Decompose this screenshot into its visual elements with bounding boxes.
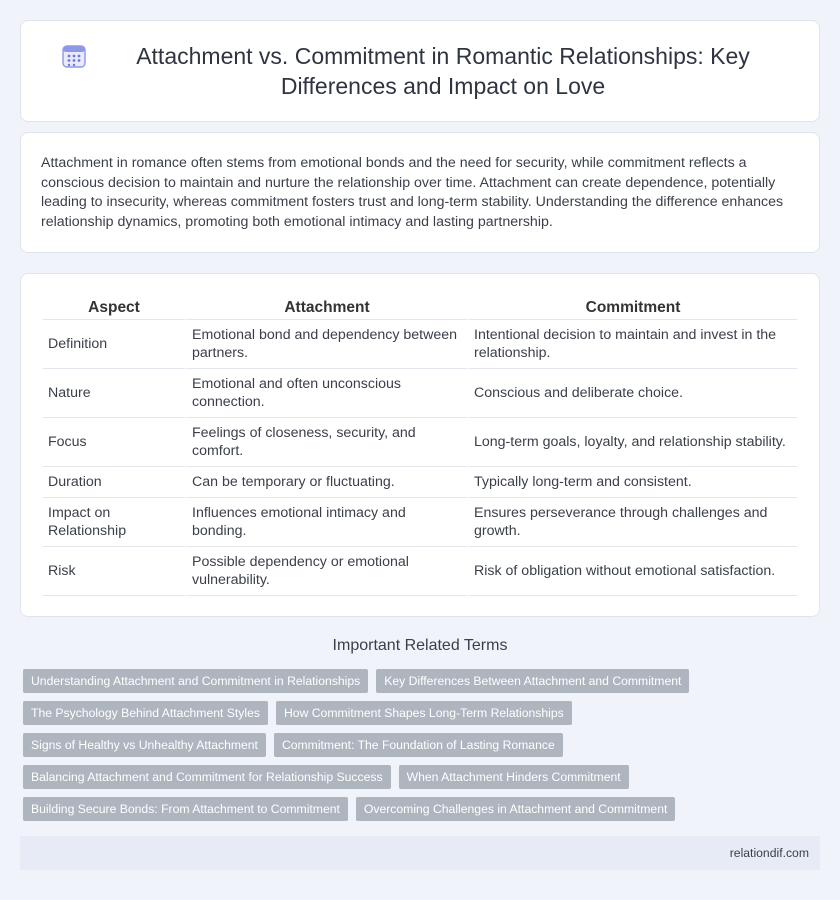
cell-attachment: Can be temporary or fluctuating. <box>185 467 467 498</box>
calendar-icon <box>61 43 87 69</box>
cell-commitment: Conscious and deliberate choice. <box>467 369 797 418</box>
related-tag[interactable]: How Commitment Shapes Long-Term Relationships <box>276 701 572 725</box>
title-card <box>20 20 820 122</box>
cell-aspect: Duration <box>43 467 185 498</box>
related-tag[interactable]: Key Differences Between Attachment and Commitment <box>376 669 689 693</box>
cell-commitment: Intentional decision to maintain and invest in the relationship. <box>467 320 797 369</box>
cell-aspect: Impact on Relationship <box>43 498 185 547</box>
table-row <box>43 369 797 418</box>
cell-aspect: Definition <box>43 320 185 369</box>
related-terms-section <box>20 637 820 829</box>
comparison-table <box>43 294 797 596</box>
cell-attachment: Emotional and often unconscious connection. <box>185 369 467 418</box>
cell-attachment: Possible dependency or emotional vulnerability. <box>185 547 467 596</box>
related-tag[interactable]: Balancing Attachment and Commitment for Relationship Success <box>23 765 391 789</box>
table-header-row <box>43 294 797 320</box>
related-terms-heading: Important Related Terms <box>332 637 508 654</box>
cell-attachment: Feelings of closeness, security, and comfort. <box>185 418 467 467</box>
cell-aspect: Focus <box>43 418 185 467</box>
related-tag[interactable]: Commitment: The Foundation of Lasting Romance <box>274 733 563 757</box>
cell-commitment: Typically long-term and consistent. <box>467 467 797 498</box>
cell-attachment: Emotional bond and dependency between partners. <box>185 320 467 369</box>
related-tag[interactable]: Signs of Healthy vs Unhealthy Attachment <box>23 733 266 757</box>
table-row <box>43 320 797 369</box>
related-tag[interactable]: The Psychology Behind Attachment Styles <box>23 701 268 725</box>
table-row <box>43 547 797 596</box>
cell-commitment: Ensures perseverance through challenges and growth. <box>467 498 797 547</box>
cell-attachment: Influences emotional intimacy and bonding. <box>185 498 467 547</box>
related-tag[interactable]: Building Secure Bonds: From Attachment to Commitment <box>23 797 348 821</box>
header-commitment: Commitment <box>467 294 797 320</box>
footer <box>20 836 820 870</box>
footer-site-link[interactable]: relationdif.com <box>729 846 809 860</box>
page-title: Attachment vs. Commitment in Romantic Relationships: Key Differences and Impact on Love <box>136 43 750 99</box>
related-tags <box>20 669 820 829</box>
header-aspect: Aspect <box>43 294 185 320</box>
cell-commitment: Long-term goals, loyalty, and relationship stability. <box>467 418 797 467</box>
cell-commitment: Risk of obligation without emotional satisfaction. <box>467 547 797 596</box>
cell-aspect: Risk <box>43 547 185 596</box>
comparison-card <box>20 273 820 617</box>
intro-paragraph: Attachment in romance often stems from emotional bonds and the need for security, while commitment reflects a conscious decision to maintain and nurture the relationship over time. Attachment can create dependence, potentially leading to insecurity, whereas commitment fosters trust and long-term stability. Understanding the difference enhances relationship dynamics, promoting both emotional intimacy and lasting partnership. <box>41 155 784 230</box>
related-tag[interactable]: Understanding Attachment and Commitment in Relationships <box>23 669 368 693</box>
table-row <box>43 467 797 498</box>
header-attachment: Attachment <box>185 294 467 320</box>
related-tag[interactable]: Overcoming Challenges in Attachment and Commitment <box>356 797 675 821</box>
table-row <box>43 418 797 467</box>
cell-aspect: Nature <box>43 369 185 418</box>
intro-card <box>20 132 820 253</box>
related-tag[interactable]: When Attachment Hinders Commitment <box>399 765 629 789</box>
table-row <box>43 498 797 547</box>
